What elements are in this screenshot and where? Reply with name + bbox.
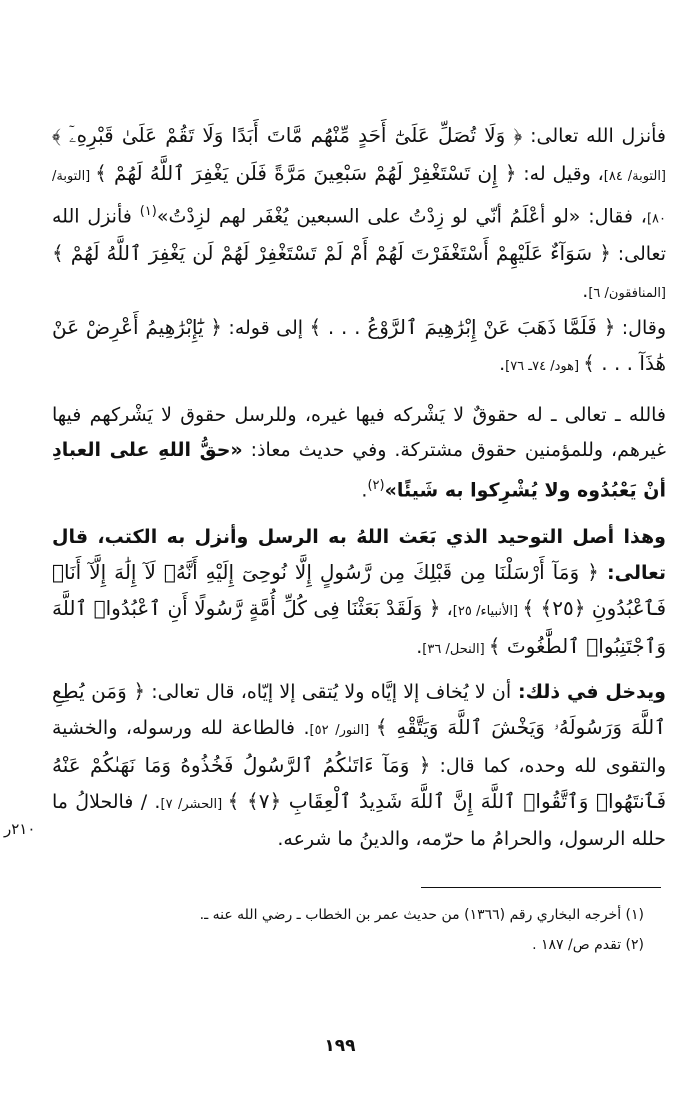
text: فالله ـ تعالى ـ له حقوقٌ لا يَشْركه فيها غيره، وللرسل حقوق لا يَشْركهم فيها غيرهم، وللمؤمنين حقوق مشتركة. وفي حديث معاذ: xyxy=(52,404,666,461)
verse-reference: [الحشر/ ٧] xyxy=(160,797,228,812)
verse-reference: [التوبة/ ٨٤] xyxy=(603,169,666,184)
margin-page-ref: ٢١٠ر xyxy=(4,820,36,838)
text: . فالطاعة لله ورسوله، والخشية والتقوى لله وحده، كما قال: xyxy=(52,717,666,777)
text: ، وقيل له: xyxy=(516,163,604,185)
paragraph-1 xyxy=(52,118,666,311)
verse-reference: [هود/ ٧٤ـ ٧٦] xyxy=(505,359,584,374)
text: ، فقال: «لو أعْلَمُ أنّي لو زِدْتُ على السبعين يُغْفَر لهم لزِدْتُ» xyxy=(156,205,647,228)
footnote-marker[interactable]: (١) xyxy=(139,204,157,219)
hadith-quote: «حقُّ اللهِ على العبادِ أنْ يَعْبُدُوه ولا يُشْرِكوا به شَيئًا» xyxy=(52,439,666,502)
heading-text: ويدخل في ذلك: xyxy=(511,681,666,703)
text: فأنزل الله تعالى: xyxy=(522,125,666,147)
quran-verse: ﴿ وَمَآ أَرْسَلْنَا مِن قَبْلِكَ مِن رَّسُولٍ إِلَّا نُوحِىٓ إِلَيْهِ أَنَّهُۥ لَآ إِلَٰهَ إِلَّآ أَنَا۠ فَٱعْبُدُونِ ﴿٢٥﴾ ﴾ xyxy=(52,560,667,620)
quran-verse: ﴿ يَٰٓإِبْرَٰهِيمُ أَعْرِضْ عَنْ هَٰذَآ . . . ﴾ xyxy=(52,315,666,375)
page-number: ١٩٩ xyxy=(324,1036,356,1056)
paragraph-5 xyxy=(52,674,666,857)
quran-verse: ﴿ وَلَقَدْ بَعَثْنَا فِى كُلِّ أُمَّةٍ رَّسُولًا أَنِ ٱعْبُدُوا۟ ٱللَّهَ وَٱجْتَنِبُوا۟ ٱلطَّٰغُوتَ ﴾ xyxy=(52,596,666,658)
text: فأنزل الله تعالى: xyxy=(52,205,667,266)
footnote-divider xyxy=(421,887,661,888)
footnote-marker[interactable]: (٢) xyxy=(367,478,385,493)
text: . xyxy=(582,280,589,303)
quran-verse: ﴿ إِن تَسْتَغْفِرْ لَهُمْ سَبْعِينَ مَرَّةً فَلَن يَغْفِرَ ٱللَّهُ لَهُمْ ﴾ xyxy=(95,161,517,185)
quran-verse: ﴿ وَمَن يُطِعِ ٱللَّهَ وَرَسُولَهُۥ وَيَخْشَ ٱللَّهَ وَيَتَّقْهِ ﴾ xyxy=(52,679,666,739)
text: . xyxy=(361,479,368,502)
text: أن لا يُخاف إلا إيَّاه ولا يُتقى إلا إيّاه، قال تعالى: xyxy=(145,681,512,703)
verse-reference: [النحل/ ٣٦] xyxy=(422,642,489,657)
verse-reference: [النور/ ٥٢] xyxy=(309,723,376,738)
text: . xyxy=(499,353,506,375)
text: إلى قوله: xyxy=(221,317,310,339)
verse-reference: [الأنبياء/ ٢٥] xyxy=(452,604,523,619)
footnote-2: (٢) تقدم ص/ ١٨٧ . xyxy=(532,937,644,953)
verse-reference: [المنافقون/ ٦] xyxy=(588,286,666,302)
paragraph-3 xyxy=(52,398,666,508)
quran-verse: ﴿ فَلَمَّا ذَهَبَ عَنْ إِبْرَٰهِيمَ ٱلرَّوْعُ . . . ﴾ xyxy=(309,315,616,339)
verse-reference: [التوبة/ ٨٠] xyxy=(52,169,666,227)
text: . xyxy=(416,636,423,658)
quran-verse: ﴿ وَلَا تُصَلِّ عَلَىٰٓ أَحَدٍ مِّنْهُم مَّاتَ أَبَدًا وَلَا تَقُمْ عَلَىٰ قَبْرِهِۦٓ ﴾ xyxy=(52,123,523,147)
text: ، xyxy=(440,598,453,620)
quran-verse: ﴿ سَوَآءٌ عَلَيْهِمْ أَسْتَغْفَرْتَ لَهُمْ أَمْ لَمْ تَسْتَغْفِرْ لَهُمْ لَن يَغْفِرَ ٱللَّهُ لَهُمْ ﴾ xyxy=(52,241,611,266)
paragraph-2 xyxy=(52,310,666,384)
footnote-1: (١) أخرجه البخاري رقم (١٣٦٦) من حديث عمر بن الخطاب ـ رضي الله عنه ـ. xyxy=(199,907,644,923)
text: وقال: xyxy=(615,317,666,339)
heading-text: وهذا أصل التوحيد الذي بَعَث اللهُ به الرسل وأنزل به الكتب، قال تعالى: xyxy=(52,526,666,584)
text: . / فالحلالُ ما حلله الرسول، والحرامُ ما حرّمه، والدينُ ما شرعه. xyxy=(52,791,666,850)
quran-verse: ﴿ وَمَآ ءَاتَىٰكُمُ ٱلرَّسُولُ فَخُذُوهُ وَمَا نَهَىٰكُمْ عَنْهُ فَٱنتَهُوا۟ وَٱتَّقُوا۟ ٱللَّهَ إِنَّ ٱللَّهَ شَدِيدُ ٱلْعِقَابِ ﴿٧﴾ ﴾ xyxy=(52,753,667,813)
paragraph-4 xyxy=(52,520,666,667)
